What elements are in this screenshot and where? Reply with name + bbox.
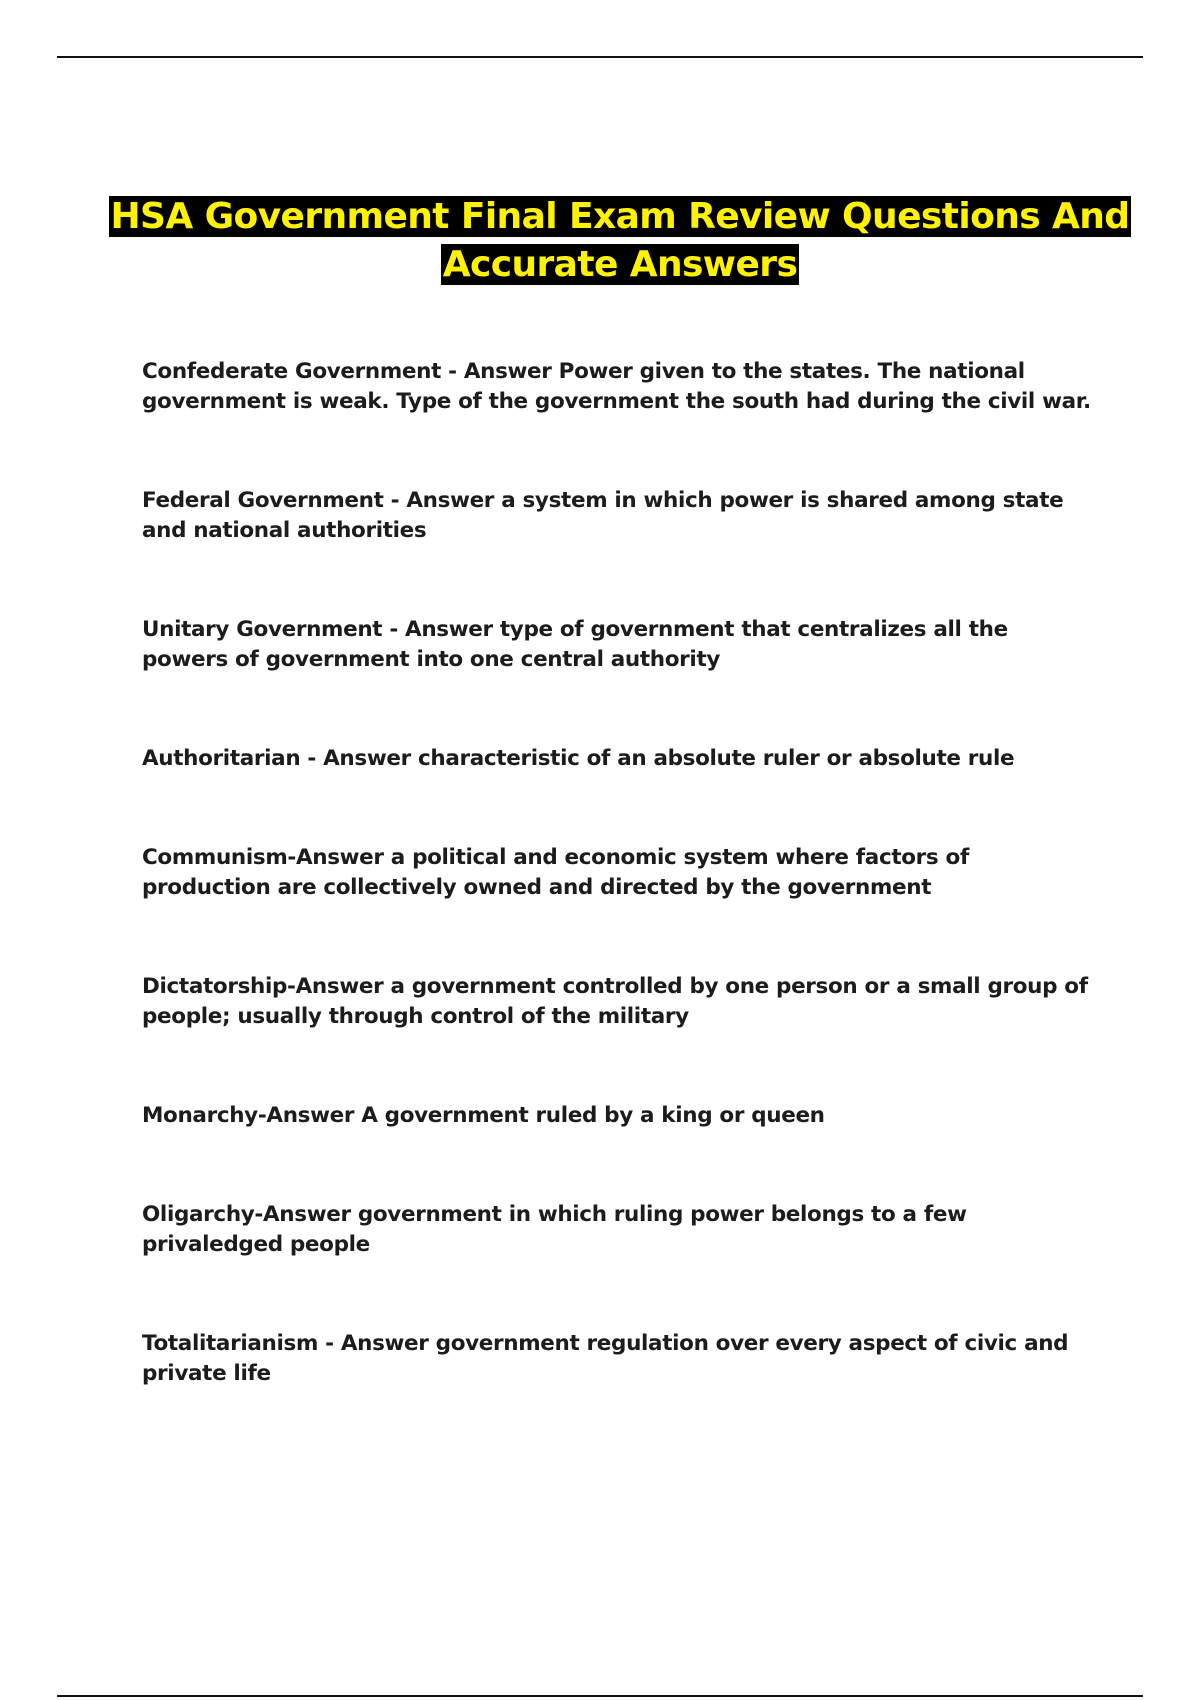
qa-item-unitary-government: Unitary Government - Answer type of government that centralizes all the powers of government into one central authority (142, 617, 1008, 672)
qa-item-communism: Communism-Answer a political and economic system where factors of production are collectively owned and directed by the government (142, 845, 969, 900)
qa-item-dictatorship: Dictatorship-Answer a government controlled by one person or a small group of people; usually through control of the military (142, 974, 1088, 1029)
qa-item-authoritarian: Authoritarian - Answer characteristic of an absolute ruler or absolute rule (142, 746, 1015, 771)
document-title (100, 193, 1140, 289)
qa-item-totalitarianism: Totalitarianism - Answer government regulation over every aspect of civic and private life (142, 1331, 1069, 1386)
top-divider (57, 56, 1143, 58)
qa-item-confederate-government: Confederate Government - Answer Power given to the states. The national government is weak. Type of the government the south had during the civil war. (142, 359, 1091, 414)
bottom-divider (57, 1695, 1143, 1697)
qa-item-federal-government: Federal Government - Answer a system in which power is shared among state and national authorities (142, 488, 1064, 543)
title-line-2: Accurate Answers (442, 244, 798, 285)
qa-item-oligarchy: Oligarchy-Answer government in which ruling power belongs to a few privaledged people (142, 1202, 967, 1257)
title-line-1: HSA Government Final Exam Review Questions And (110, 196, 1130, 237)
qa-item-monarchy: Monarchy-Answer A government ruled by a king or queen (142, 1103, 825, 1128)
